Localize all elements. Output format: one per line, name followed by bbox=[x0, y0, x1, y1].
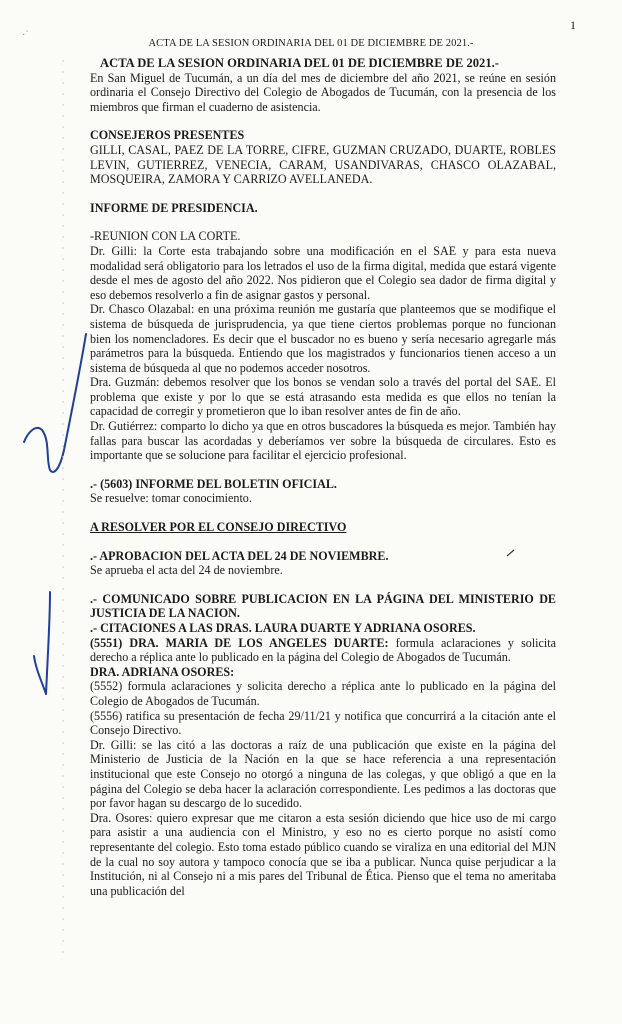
acta-resolution: Se aprueba el acta del 24 de noviembre. bbox=[90, 563, 283, 578]
document-body bbox=[90, 56, 556, 898]
resolver-heading: A RESOLVER POR EL CONSEJO DIRECTIVO bbox=[90, 520, 347, 535]
paragraph-guzman: Dra. Guzmán: debemos resolver que los bonos se vendan solo a través del portal del SAE. El problema que existe y por lo que se está atrasando esta medida es que ellos no tenían la capacidad de corregir y prometieron que lo iban resolver antes de fin de año. bbox=[90, 375, 556, 419]
intro-paragraph: En San Miguel de Tucumán, a un día del mes de diciembre del año 2021, se reúne en sesión ordinaria el Consejo Directivo del Colegio de Abogados de Tucumán, con la presencia de los miembros que firman el cuaderno de asistencia. bbox=[90, 70, 556, 114]
binding-edge bbox=[60, 60, 66, 960]
paragraph-gilli-2: Dr. Gilli: se las citó a las doctoras a raíz de una publicación que existe en la página del Ministerio de Justicia de la Nación en la que se hace referencia a una representación institucional que este Consejo no otorgó a ninguna de las colegas, y que obligó a que en la página del Colegio se deba hacer la aclaración correspondiente. Les pedimos a las doctoras que por favor hagan su descargo de lo sucedido. bbox=[90, 737, 556, 811]
osores-heading: DRA. ADRIANA OSORES: bbox=[90, 664, 235, 679]
paragraph-gutierrez: Dr. Gutiérrez: comparto lo dicho ya que en otros buscadores la búsqueda es mejor. También hay fallas para buscar las acordadas y deberíamos ver sobre la búsqueda de circulares. Esto es importante que se solucione para facilitar el ejercicio profesional. bbox=[90, 419, 556, 463]
duarte-text: formula aclaraciones y solicita derecho a réplica ante lo publicado en la página del Colegio de Abogados de Tucumán. bbox=[90, 635, 556, 665]
osores-5552: (5552) formula aclaraciones y solicita derecho a réplica ante lo publicado en la página del Colegio de Abogados de Tucumán. bbox=[90, 679, 556, 708]
paragraph-osores: Dra. Osores: quiero expresar que me citaron a esta sesión diciendo que hice uso de mi cargo para asistir a una audiencia con el Ministro, y eso no es cierto porque no asistí como representante del colegio. Esto toma estado público cuando se viraliza en una editorial del MJN de la cual no soy autora y tampoco conocía que se iba a publicar. Nunca quise perjudicar a la Institución, ni al Consejo ni a mis pares del Tribunal de Ética. Pienso que el tema no ameritaba una publicación del bbox=[90, 810, 556, 898]
reunion-heading: -REUNION CON LA CORTE. bbox=[90, 229, 241, 244]
running-header: ACTA DE LA SESION ORDINARIA DEL 01 DE DICIEMBRE DE 2021.- bbox=[148, 38, 474, 49]
boletin-resolution: Se resuelve: tomar conocimiento. bbox=[90, 491, 252, 506]
consejeros-heading: CONSEJEROS PRESENTES bbox=[90, 128, 245, 143]
paragraph-chasco: Dr. Chasco Olazabal: en una próxima reunión me gustaría que planteemos que se modifique el sistema de búsqueda de jurisprudencia, ya que tiene ciertos problemas porque no funcionan bien los nomencladores. Es decir que el buscador no es bueno y sería necesario agregarle más parámetros para la búsqueda. Entiendo que los magistrados y funcionarios tienen acceso a un sistema de búsqueda al que no podemos acceder nosotros. bbox=[90, 302, 556, 375]
page-number: 1 bbox=[570, 18, 576, 32]
document-title: ACTA DE LA SESION ORDINARIA DEL 01 DE DICIEMBRE DE 2021.- bbox=[100, 56, 499, 70]
paragraph-gilli-1: Dr. Gilli: la Corte esta trabajando sobre una modificación en el SAE y para esta nueva modalidad será obligatorio para los letrados el uso de la firma digital, medida que estará vigente desde el mes de agosto del año 2022. Nos pidieron que el Colegio sea dador de firma digital y eso debemos resolverlo a fin de asignar gastos y personal. bbox=[90, 243, 556, 302]
signature-mark-lower bbox=[28, 590, 68, 700]
duarte-paragraph bbox=[90, 636, 556, 665]
margin-mark: ·ˋ bbox=[22, 30, 29, 41]
consejeros-list: GILLI, CASAL, PAEZ DE LA TORRE, CIFRE, GUZMAN CRUZADO, DUARTE, ROBLES LEVIN, GUTIERREZ, VENECIA, CARAM, USANDIVARAS, CHASCO OLAZABAL, MOSQUEIRA, ZAMORA Y CARRIZO AVELLANEDA. bbox=[90, 142, 556, 187]
signature-mark-upper bbox=[20, 330, 90, 480]
citaciones-heading: .- CITACIONES A LAS DRAS. LAURA DUARTE Y ADRIANA OSORES. bbox=[90, 621, 476, 635]
acta-heading: .- APROBACION DEL ACTA DEL 24 DE NOVIEMBRE. bbox=[90, 548, 389, 563]
informe-heading: INFORME DE PRESIDENCIA. bbox=[90, 200, 258, 215]
duarte-label: (5551) DRA. MARIA DE LOS ANGELES DUARTE: bbox=[90, 635, 389, 650]
comunicado-heading: .- COMUNICADO SOBRE PUBLICACION EN LA PÁGINA DEL MINISTERIO DE JUSTICIA DE LA NACION. bbox=[90, 591, 556, 621]
osores-5556: (5556) ratifica su presentación de fecha 29/11/21 y notifica que concurrirá a la citación ante el Consejo Directivo. bbox=[90, 708, 556, 738]
boletin-heading: .- (5603) INFORME DEL BOLETIN OFICIAL. bbox=[90, 476, 337, 491]
